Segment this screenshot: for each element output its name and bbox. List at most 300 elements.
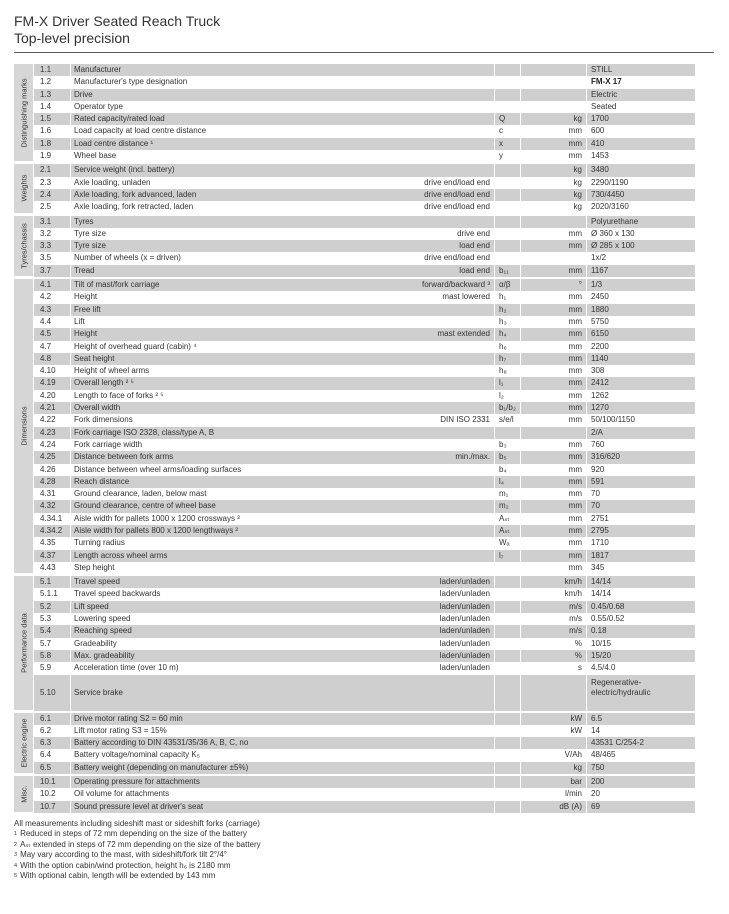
row-description: Aisle width for pallets 800 x 1200 lengthways ²: [71, 525, 315, 537]
row-unit: mm: [568, 464, 582, 474]
row-description: Height of wheel arms: [74, 366, 150, 376]
row-unit: V/Ah: [564, 750, 582, 760]
row-unit: mm: [568, 562, 582, 572]
row-value: 316/620: [587, 451, 695, 463]
row-condition: forward/backward ³: [315, 279, 494, 291]
row-number: 4.26: [40, 464, 56, 474]
row-condition: drive end/load end: [424, 177, 490, 187]
row-number: 5.7: [40, 638, 52, 648]
row-number: 4.34.1: [40, 513, 63, 523]
row-unit: kg: [521, 164, 586, 176]
row-condition: [315, 476, 494, 488]
row-value: 15/20: [587, 650, 695, 662]
row-value: 750: [587, 762, 695, 774]
row-unit: mm: [521, 525, 586, 537]
page-subtitle: Top-level precision: [14, 30, 130, 46]
row-unit: kW: [570, 725, 582, 735]
spec-group: [14, 776, 714, 813]
row-unit: mm: [568, 439, 582, 449]
row-value: 2/A: [587, 427, 695, 439]
row-value: 410: [587, 138, 695, 150]
row-value: STILL: [587, 64, 695, 76]
row-unit: mm: [568, 538, 582, 548]
row-unit: mm: [521, 476, 586, 488]
row-symbol: Q: [495, 113, 520, 125]
row-symbol: [495, 189, 520, 201]
row-description: Seat height: [71, 353, 315, 365]
row-description: Overall length ² ⁵: [71, 377, 315, 389]
table-row: [34, 291, 714, 303]
spec-table: [14, 64, 714, 815]
row-value: 1700: [587, 113, 695, 125]
row-description: Battery according to DIN 43531/35/36 A, B, C, no: [71, 737, 315, 749]
table-row: [34, 650, 714, 662]
footnote: [14, 840, 261, 850]
group-label: [14, 713, 33, 773]
table-row: [34, 89, 714, 101]
row-symbol: [495, 252, 520, 264]
row-symbol: α/β: [495, 279, 520, 291]
row-number: 1.8: [34, 138, 70, 150]
row-value: 2795: [587, 525, 695, 537]
group-label-text: Electric engine: [19, 718, 28, 768]
row-symbol: [495, 801, 520, 813]
row-description: Ground clearance, centre of wheel base: [71, 500, 315, 512]
table-row: [34, 801, 714, 813]
row-symbol: [495, 576, 520, 588]
row-value: 2751: [591, 513, 609, 523]
row-number: 5.9: [40, 663, 52, 673]
row-number: 3.5: [40, 253, 52, 263]
row-number: 6.4: [40, 750, 52, 760]
table-row: [34, 138, 714, 150]
row-number: 4.10: [40, 366, 56, 376]
row-value: 1262: [591, 390, 609, 400]
row-symbol: l₂: [499, 390, 504, 400]
row-value: Seated: [591, 101, 617, 111]
row-value: 10/15: [591, 638, 612, 648]
title-divider: [14, 52, 714, 53]
row-value: 14: [591, 725, 600, 735]
row-condition: [315, 464, 494, 476]
table-row: [34, 588, 714, 600]
row-number: 5.2: [34, 601, 70, 613]
row-unit: mm: [568, 390, 582, 400]
row-unit: mm: [568, 292, 582, 302]
table-row: [34, 476, 714, 488]
table-row: [34, 613, 714, 625]
row-unit: kg: [521, 113, 586, 125]
table-row: [34, 164, 714, 176]
row-symbol: l₇: [495, 550, 520, 562]
row-number: 4.31: [40, 489, 56, 499]
row-symbol: [495, 613, 520, 625]
table-row: [34, 150, 714, 162]
row-description: Tyres: [71, 216, 315, 228]
row-symbol: b₅: [495, 451, 520, 463]
table-row: [34, 749, 714, 761]
group-label-text: Performance data: [19, 613, 28, 673]
table-row: [34, 216, 714, 228]
row-condition: [315, 402, 494, 414]
row-value: 0.55/0.52: [591, 614, 625, 624]
table-row: [34, 537, 714, 549]
row-number: 1.4: [40, 101, 52, 111]
row-symbol: [495, 625, 520, 637]
row-description: Axle loading, fork retracted, laden: [74, 202, 194, 212]
table-row: [34, 451, 714, 463]
row-value: 43531 C/254-2: [587, 737, 695, 749]
row-value: Regenerative-electric/hydraulic: [587, 675, 695, 711]
row-description: Length to face of forks ² ⁵: [74, 390, 164, 400]
table-row: [34, 377, 714, 389]
row-number: 4.2: [40, 292, 52, 302]
row-unit: kW: [521, 713, 586, 725]
row-condition: [315, 341, 494, 353]
row-condition: laden/unladen: [439, 638, 490, 648]
footnote-mark: 5: [14, 873, 18, 880]
group-label: [14, 164, 33, 212]
row-symbol: h₆: [499, 341, 507, 351]
row-description: Manufacturer's type designation: [74, 77, 188, 87]
row-number: 5.4: [34, 625, 70, 637]
footnote-text: Reduced in steps of 72 mm depending on the size of the battery: [20, 829, 247, 839]
row-unit: [521, 737, 586, 749]
row-symbol: [495, 562, 520, 574]
row-number: 5.8: [34, 650, 70, 662]
row-value: 760: [591, 439, 605, 449]
row-number: 3.2: [40, 228, 52, 238]
row-condition: [315, 353, 494, 365]
row-value: 308: [591, 366, 605, 376]
row-condition: [315, 513, 494, 525]
row-condition: [315, 776, 494, 788]
row-description: Max. gradeability: [71, 650, 315, 662]
row-number: 4.24: [40, 439, 56, 449]
row-condition: [315, 138, 494, 150]
row-number: 4.35: [40, 538, 56, 548]
table-row: [34, 762, 714, 774]
row-condition: [315, 550, 494, 562]
row-description: Axle loading, fork advanced, laden: [71, 189, 315, 201]
row-description: Lift motor rating S3 = 15%: [74, 725, 167, 735]
table-row: [34, 101, 714, 113]
row-symbol: [495, 216, 520, 228]
row-symbol: h₈: [499, 366, 507, 376]
row-number: 6.1: [34, 713, 70, 725]
row-symbol: [495, 713, 520, 725]
row-unit: mm: [568, 341, 582, 351]
row-description: Drive: [71, 89, 315, 101]
row-symbol: [495, 427, 520, 439]
row-condition: [315, 675, 494, 711]
table-row: [34, 500, 714, 512]
row-symbol: b₃: [499, 439, 507, 449]
row-condition: [315, 76, 494, 88]
row-number: 4.19: [34, 377, 70, 389]
row-description: Operating pressure for attachments: [71, 776, 315, 788]
table-row: [34, 662, 714, 674]
row-number: 5.1.1: [40, 589, 58, 599]
table-row: [34, 279, 714, 291]
row-description: Rated capacity/rated load: [71, 113, 315, 125]
spec-group: [14, 713, 714, 774]
row-description: Lift: [74, 316, 85, 326]
footnote: [14, 861, 261, 871]
row-unit: mm: [521, 304, 586, 316]
row-unit: km/h: [521, 576, 586, 588]
row-symbol: [495, 762, 520, 774]
row-number: 4.32: [34, 500, 70, 512]
row-description: Axle loading, unladen: [74, 177, 151, 187]
spec-group: [14, 64, 714, 162]
row-value: 600: [591, 126, 605, 136]
table-row: [34, 189, 714, 201]
group-label-text: Distinguishing marks: [19, 78, 28, 148]
row-value: 50/100/1150: [591, 415, 635, 425]
row-description: Turning radius: [74, 538, 125, 548]
row-condition: [315, 525, 494, 537]
spec-group: [14, 279, 714, 574]
row-description: Travel speed: [71, 576, 315, 588]
row-symbol: [495, 675, 520, 711]
table-row: [34, 353, 714, 365]
row-unit: mm: [521, 328, 586, 340]
row-unit: °: [521, 279, 586, 291]
row-condition: [315, 562, 494, 574]
table-row: [34, 776, 714, 788]
row-symbol: [495, 638, 520, 650]
table-row: [34, 341, 714, 353]
row-value: 591: [587, 476, 695, 488]
row-symbol: [495, 201, 520, 213]
row-description: Number of wheels (x = driven): [74, 253, 181, 263]
row-number: 1.5: [34, 113, 70, 125]
group-label-text: Weights: [19, 174, 28, 202]
row-symbol: [495, 101, 520, 113]
row-symbol: m₁: [499, 489, 509, 499]
row-unit: mm: [521, 500, 586, 512]
row-unit: kg: [521, 762, 586, 774]
row-description: Tilt of mast/fork carriage: [71, 279, 315, 291]
row-symbol: b₄: [499, 464, 507, 474]
row-unit: mm: [568, 489, 582, 499]
table-row: [34, 64, 714, 76]
row-condition: [315, 500, 494, 512]
footnote-mark: 3: [14, 852, 18, 859]
table-row: [34, 513, 714, 525]
row-description: Battery voltage/nominal capacity K₅: [74, 750, 200, 760]
row-symbol: [495, 650, 520, 662]
row-symbol: [495, 228, 520, 240]
footnote-mark: 2: [14, 841, 18, 848]
footnote-text: May vary according to the mast, with sideshift/fork tilt 2°/4°: [20, 850, 227, 860]
group-label-text: Misc.: [19, 785, 28, 803]
row-description: Aisle width for pallets 1000 x 1200 crossways ²: [74, 513, 240, 523]
row-condition: drive end/load end: [315, 189, 494, 201]
row-description: Load centre distance ¹: [71, 138, 315, 150]
row-description: Ground clearance, laden, below mast: [74, 489, 207, 499]
row-condition: [315, 150, 494, 162]
row-description: Overall width: [71, 402, 315, 414]
row-description: Gradeability: [74, 638, 117, 648]
row-value: 1140: [587, 353, 695, 365]
row-description: Height: [71, 328, 315, 340]
table-row: [34, 113, 714, 125]
row-description: Tyre size: [71, 240, 315, 252]
table-row: [34, 201, 714, 213]
row-value: Electric: [587, 89, 695, 101]
row-unit: [521, 252, 586, 264]
row-value: 0.45/0.68: [587, 601, 695, 613]
row-value: 20: [591, 789, 600, 799]
row-value: 14/14: [587, 576, 695, 588]
row-number: 4.20: [40, 390, 56, 400]
row-description: Step height: [74, 562, 115, 572]
row-unit: [521, 675, 586, 711]
table-row: [34, 439, 714, 451]
row-unit: km/h: [564, 589, 582, 599]
row-condition: laden/unladen: [439, 589, 490, 599]
row-description: Lift speed: [71, 601, 315, 613]
row-symbol: h₁: [499, 292, 507, 302]
row-number: 6.5: [34, 762, 70, 774]
row-value: 1817: [587, 550, 695, 562]
row-value: 2412: [587, 377, 695, 389]
row-condition: laden/unladen: [315, 576, 494, 588]
row-number: 1.2: [40, 77, 52, 87]
row-number: 10.1: [34, 776, 70, 788]
row-number: 2.4: [34, 189, 70, 201]
row-condition: [315, 113, 494, 125]
row-description: Travel speed backwards: [74, 589, 161, 599]
row-description: Tyre size: [74, 228, 107, 238]
row-number: 4.4: [40, 316, 52, 326]
row-unit: mm: [568, 228, 582, 238]
row-number: 4.3: [34, 304, 70, 316]
row-number: 4.34.2: [34, 525, 70, 537]
row-description: Service brake: [71, 675, 315, 711]
row-number: 3.1: [34, 216, 70, 228]
group-label-text: Dimensions: [19, 406, 28, 446]
row-number: 3.3: [34, 240, 70, 252]
row-number: 2.1: [34, 164, 70, 176]
row-condition: drive end/load end: [424, 202, 490, 212]
row-value: 1x/2: [591, 253, 607, 263]
row-symbol: x: [495, 138, 520, 150]
row-number: 4.8: [34, 353, 70, 365]
table-row: [34, 265, 714, 277]
row-unit: mm: [568, 415, 582, 425]
row-symbol: [495, 737, 520, 749]
row-condition: [315, 439, 494, 451]
row-unit: [521, 427, 586, 439]
row-unit: kg: [573, 202, 582, 212]
row-condition: [315, 537, 494, 549]
group-label-text: Tyres/chassis: [19, 223, 28, 269]
row-unit: mm: [521, 451, 586, 463]
row-value: Ø 285 x 100: [587, 240, 695, 252]
row-symbol: [495, 164, 520, 176]
row-symbol: [495, 788, 520, 800]
group-label: [14, 216, 33, 276]
row-value: 70: [587, 500, 695, 512]
row-number: 1.6: [40, 126, 52, 136]
table-row: [34, 562, 714, 574]
row-unit: mm: [568, 126, 582, 136]
row-symbol: Wₐ: [499, 538, 510, 548]
table-row: [34, 427, 714, 439]
row-condition: drive end/load end: [424, 253, 490, 263]
group-label: [14, 64, 33, 161]
row-symbol: b₁/b₂: [495, 402, 520, 414]
row-description: Lowering speed: [74, 614, 131, 624]
row-symbol: l₄: [495, 476, 520, 488]
table-row: [34, 402, 714, 414]
row-number: 5.3: [40, 614, 52, 624]
row-value: 5750: [591, 316, 609, 326]
row-condition: [315, 488, 494, 500]
row-description: Fork carriage ISO 2328, class/type A, B: [71, 427, 315, 439]
table-row: [34, 464, 714, 476]
row-unit: [521, 216, 586, 228]
row-unit: mm: [568, 366, 582, 376]
row-value: Ø 360 x 130: [591, 228, 635, 238]
row-unit: mm: [521, 240, 586, 252]
row-symbol: [495, 89, 520, 101]
row-value: FM-X 17: [591, 77, 622, 87]
footnote-text: With the option cabin/wind protection, height h₆ is 2180 mm: [20, 860, 231, 870]
group-label: [14, 776, 33, 812]
row-description: Manufacturer: [71, 64, 315, 76]
footnote: [14, 871, 261, 881]
row-condition: laden/unladen: [439, 663, 490, 673]
table-row: [34, 228, 714, 240]
table-row: [34, 125, 714, 137]
row-unit: [521, 101, 586, 113]
row-condition: laden/unladen: [439, 614, 490, 624]
row-unit: kg: [521, 189, 586, 201]
row-value: 6150: [587, 328, 695, 340]
table-row: [34, 625, 714, 637]
row-number: 4.23: [34, 427, 70, 439]
row-value: 2290/1190: [591, 177, 629, 187]
row-unit: bar: [521, 776, 586, 788]
table-row: [34, 525, 714, 537]
row-unit: mm: [568, 151, 582, 161]
row-condition: [315, 762, 494, 774]
row-symbol: [495, 177, 520, 189]
table-row: [34, 316, 714, 328]
row-condition: [315, 427, 494, 439]
row-condition: [315, 64, 494, 76]
row-condition: [315, 125, 494, 137]
row-unit: dB (A): [521, 801, 586, 813]
row-value: 1167: [587, 265, 695, 277]
table-row: [34, 390, 714, 402]
row-symbol: h₃: [499, 316, 507, 326]
row-description: Distance between wheel arms/loading surfaces: [74, 464, 242, 474]
row-description: Sound pressure level at driver's seat: [71, 801, 315, 813]
row-condition: load end: [315, 240, 494, 252]
row-number: 6.2: [40, 725, 52, 735]
row-unit: [521, 64, 586, 76]
row-description: Fork carriage width: [74, 439, 143, 449]
row-number: 6.3: [34, 737, 70, 749]
table-row: [34, 488, 714, 500]
row-unit: %: [574, 638, 582, 648]
spec-group: [14, 576, 714, 710]
